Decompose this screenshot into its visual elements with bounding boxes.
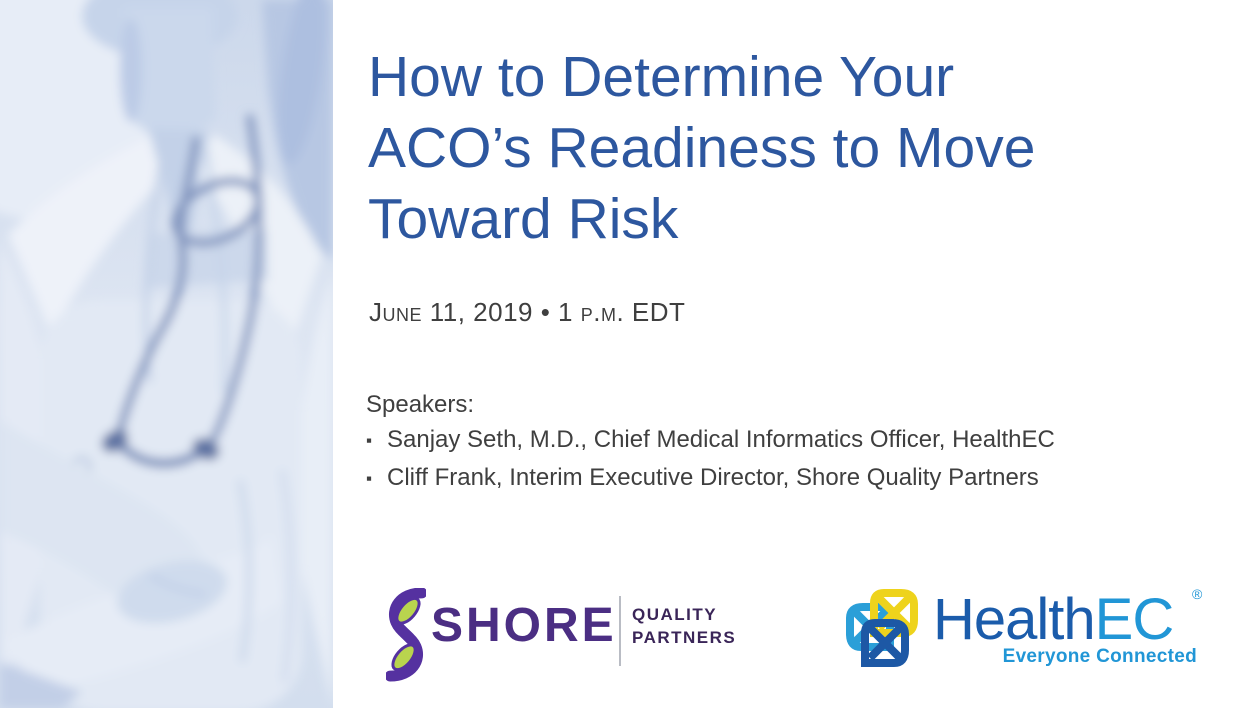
shore-subtitle — [632, 603, 736, 649]
doctor-photo — [0, 0, 333, 708]
title-line-2: ACO’s Readiness to Move — [368, 116, 1036, 180]
webinar-datetime: June 11, 2019 • 1 p.m. EDT — [369, 297, 686, 327]
speakers-heading: Speakers: — [366, 391, 475, 418]
square-bullet-icon: ▪ — [366, 468, 373, 488]
healthec-logo — [845, 584, 1215, 680]
healthec-wordmark — [933, 587, 1174, 652]
registered-trademark-icon: ® — [1192, 586, 1203, 602]
shore-subtitle-line-1: QUALITY — [632, 605, 718, 624]
speakers-list — [366, 421, 1055, 496]
healthec-tagline: Everyone Connected — [1002, 646, 1197, 667]
logo-divider — [619, 596, 621, 666]
page-title — [368, 42, 1128, 255]
healthec-wordmark-ec: EC — [1094, 587, 1174, 652]
title-line-1: How to Determine Your — [368, 45, 955, 109]
shore-subtitle-line-2: PARTNERS — [632, 628, 737, 647]
speaker-item-2 — [366, 459, 1055, 497]
healthec-flower-icon — [845, 588, 935, 678]
shore-quality-partners-logo — [386, 588, 737, 682]
shore-s-leaf-icon — [386, 588, 426, 682]
shore-wordmark: SHORE — [431, 599, 617, 652]
healthec-wordmark-health: Health — [933, 587, 1095, 652]
doctor-photo-illustration — [0, 0, 333, 708]
speaker-1-text: Sanjay Seth, M.D., Chief Medical Informatics Officer, HealthEC — [387, 426, 1055, 453]
square-bullet-icon: ▪ — [366, 431, 373, 450]
title-line-3: Toward Risk — [368, 187, 679, 251]
speaker-2-text: Cliff Frank, Interim Executive Director, Shore Quality Partners — [387, 463, 1039, 491]
speaker-item-1 — [366, 421, 1055, 459]
